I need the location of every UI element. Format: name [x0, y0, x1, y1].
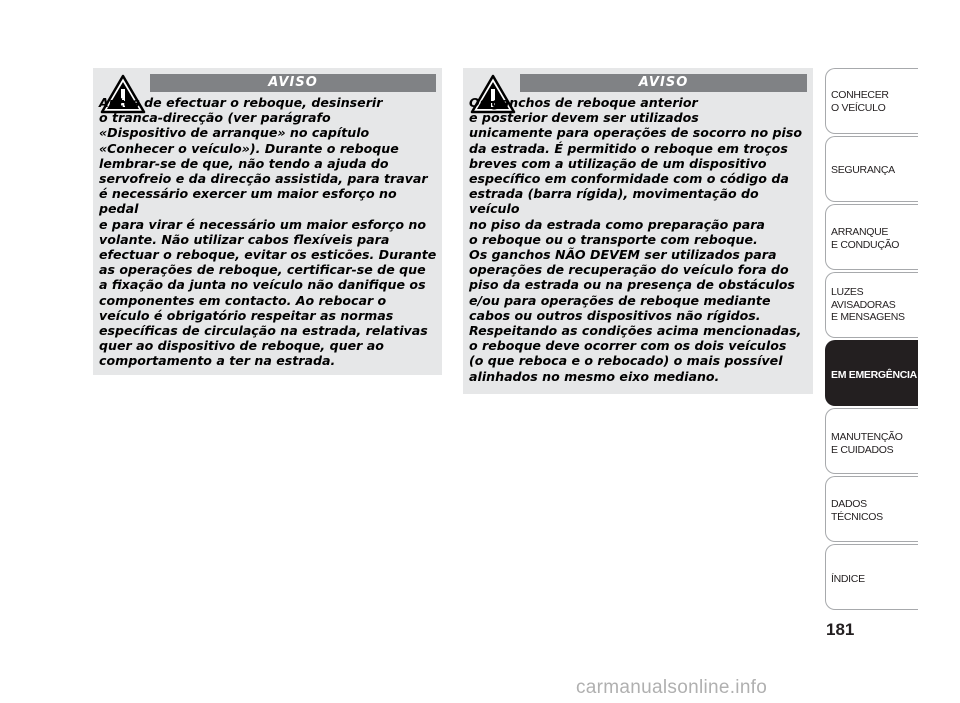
tab-label: DADOS TÉCNICOS — [831, 498, 883, 523]
tab-em-emergencia[interactable] — [825, 340, 918, 406]
tab-arranque-e-conducao[interactable] — [825, 204, 918, 270]
tab-manutencao-e-cuidados[interactable] — [825, 408, 918, 474]
watermark: carmanualsonline.info — [576, 677, 768, 698]
warning-text: Antes de efectuar o reboque, desinserir o tranca-direcção (ver parágrafo «Dispositivo de arranque» no capítulo «Conhecer o veículo»). Durante o reboque lembrar-se de que, não tendo a ajuda do servofreio e da direcção assistida, para travar é necessário exercer um maior esforço no pedal e para virar é necessário um maior esforço no volante. Não utilizar cabos flexíveis para efectuar o reboque, evitar os esticões. Durante as operações de reboque, certificar-se de que a fixação da junta no veículo não danifique os componentes em contacto. Ao rebocar o veículo é obrigatório respeitar as normas específicas de circulação na estrada, relativas quer ao dispositivo de reboque, quer ao comportamento a ter na estrada. — [99, 95, 437, 369]
warning-title: AVISO — [150, 74, 436, 92]
tab-label: SEGURANÇA — [831, 164, 895, 176]
tab-label: EM EMERGÊNCIA — [831, 369, 917, 381]
tab-label: LUZES AVISADORAS E MENSAGENS — [831, 286, 905, 323]
tab-luzes-avisadoras[interactable] — [825, 272, 918, 338]
tab-label: ÍNDICE — [831, 573, 865, 585]
tab-label: MANUTENÇÃO E CUIDADOS — [831, 431, 903, 456]
page-number: 181 — [826, 620, 855, 639]
warning-text: Os ganchos de reboque anterior e posterior devem ser utilizados unicamente para operações de socorro no piso da estrada. É permitido o reboque em troços breves com a utilização de um dispositivo específico em conformidade com o código da estrada (barra rígida), movimentação do veículo no piso da estrada como preparação para o reboque ou o transporte com reboque. Os ganchos NÃO DEVEM ser utilizados para operações de recuperação do veículo fora do piso da estrada ou na presença de obstáculos e/ou para operações de reboque mediante cabos ou outros dispositivos não rígidos. Respeitando as condições acima mencionadas, o reboque deve ocorrer com os dois veículos (o que reboca e o rebocado) o mais possível alinhados no mesmo eixo mediano. — [469, 95, 802, 384]
warning-box-tow-hooks — [463, 68, 813, 394]
tab-dados-tecnicos[interactable] — [825, 476, 918, 542]
tab-indice[interactable] — [825, 544, 918, 610]
tab-seguranca[interactable] — [825, 136, 918, 202]
tab-conhecer-o-veiculo[interactable] — [825, 68, 918, 134]
tab-label: ARRANQUE E CONDUÇÃO — [831, 226, 900, 251]
warning-title: AVISO — [520, 74, 807, 92]
warning-box-towing — [93, 68, 442, 375]
tab-label: CONHECER O VEÍCULO — [831, 89, 889, 114]
